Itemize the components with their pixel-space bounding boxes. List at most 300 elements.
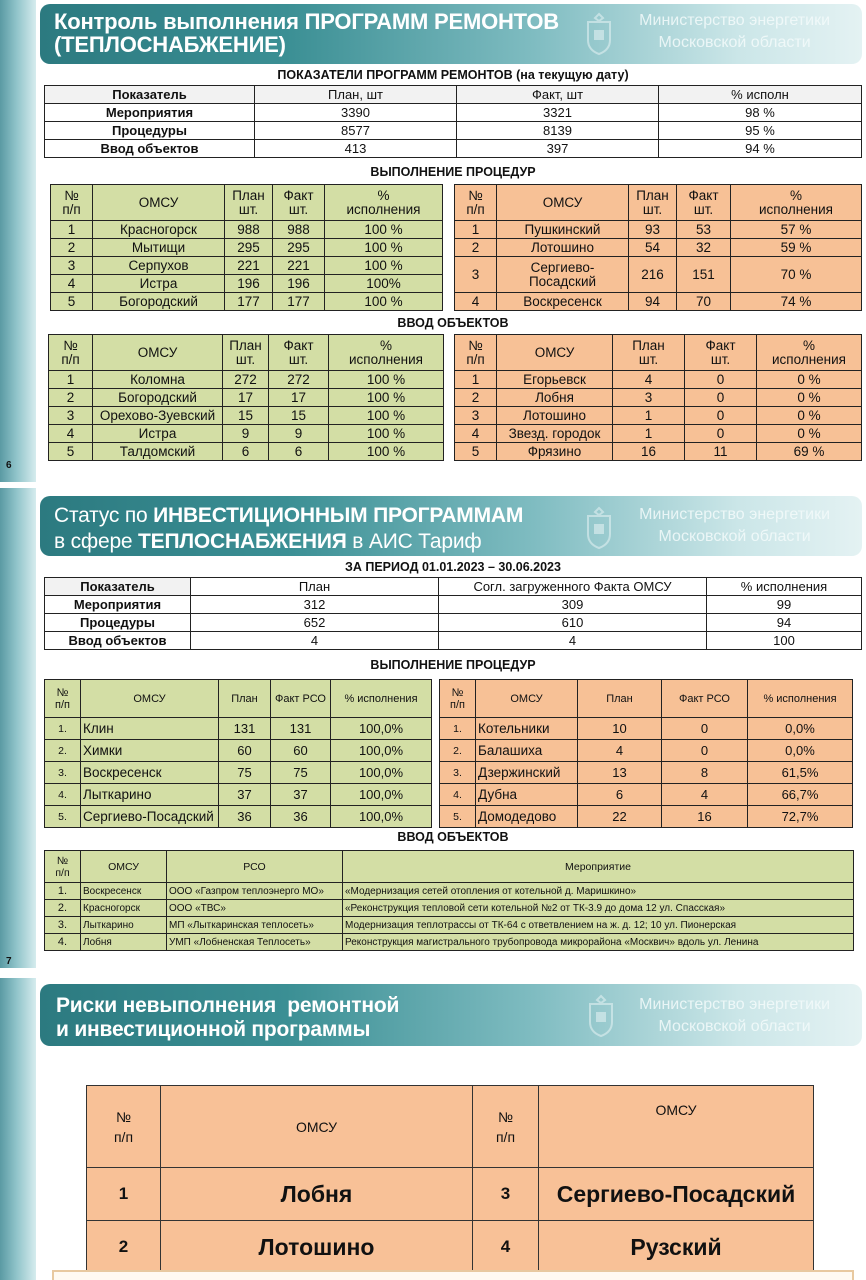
cell: УМП «Лобненская Теплосеть» bbox=[167, 934, 343, 951]
title-line2: и инвестиционной программы bbox=[56, 1018, 371, 1041]
header-cell: % исполнения bbox=[325, 185, 443, 221]
slide-side-bar bbox=[0, 978, 36, 1280]
header-cell: % исполнения bbox=[731, 185, 862, 221]
cell: «Реконструкция тепловой сети котельной №2 от ТК-3.9 до дома 12 ул. Спасская» bbox=[343, 900, 854, 917]
cell: 0 % bbox=[757, 425, 862, 443]
ministry-caption bbox=[639, 504, 830, 548]
cell: 3. bbox=[45, 917, 81, 934]
cell: 72,7% bbox=[748, 806, 853, 828]
cell: Химки bbox=[81, 740, 219, 762]
cell: 100 % bbox=[329, 425, 444, 443]
table-row bbox=[87, 1221, 814, 1274]
cell: Дзержинский bbox=[476, 762, 578, 784]
cell: Ввод объектов bbox=[45, 632, 191, 650]
objects-bottom-table bbox=[454, 334, 862, 461]
table-row bbox=[45, 104, 862, 122]
table-row bbox=[455, 293, 862, 311]
procedures-bottom-table bbox=[454, 184, 862, 311]
cell: 2. bbox=[440, 740, 476, 762]
cell: Лыткарино bbox=[81, 784, 219, 806]
cell: 3 bbox=[613, 389, 685, 407]
ministry-line1: Министерство энергетики bbox=[639, 12, 830, 29]
slide-risks bbox=[0, 978, 866, 1280]
cell: 295 bbox=[225, 239, 273, 257]
slide-header-banner bbox=[40, 496, 862, 556]
cell: 16 bbox=[662, 806, 748, 828]
cell: 2 bbox=[49, 389, 93, 407]
header-cell: Согл. загруженного Факта ОМСУ bbox=[439, 578, 707, 596]
header-cell: № п/п bbox=[49, 335, 93, 371]
table-row bbox=[440, 718, 853, 740]
cell: 221 bbox=[273, 257, 325, 275]
cell: 2 bbox=[455, 389, 497, 407]
cell: 94 bbox=[629, 293, 677, 311]
cell: 2 bbox=[455, 239, 497, 257]
cell: 59 % bbox=[731, 239, 862, 257]
title-bold: ИНВЕСТИЦИОННЫМ ПРОГРАММАМ bbox=[153, 504, 524, 527]
cell: 100 % bbox=[325, 257, 443, 275]
cell: 99 bbox=[707, 596, 862, 614]
cell: 3 bbox=[455, 257, 497, 293]
cell: 95 % bbox=[659, 122, 862, 140]
cell: 98 % bbox=[659, 104, 862, 122]
cell: ООО «Газпром теплоэнерго МО» bbox=[167, 883, 343, 900]
cell: 6 bbox=[269, 443, 329, 461]
cell: 74 % bbox=[731, 293, 862, 311]
table-header-row bbox=[49, 335, 444, 371]
header-cell: Факт РСО bbox=[662, 680, 748, 718]
cell: 17 bbox=[269, 389, 329, 407]
cell: 9 bbox=[269, 425, 329, 443]
cell: 8 bbox=[662, 762, 748, 784]
header-cell: ОМСУ bbox=[476, 680, 578, 718]
header-cell: План bbox=[578, 680, 662, 718]
cell: Богородский bbox=[93, 389, 223, 407]
table-header-row bbox=[455, 335, 862, 371]
cell: 2 bbox=[87, 1221, 161, 1274]
table-row bbox=[51, 275, 443, 293]
title-bold-2: ТЕПЛОСНАБЖЕНИЯ bbox=[138, 530, 347, 553]
cell: 1. bbox=[45, 883, 81, 900]
coat-of-arms-icon bbox=[584, 994, 618, 1038]
header-cell: Показатель bbox=[45, 578, 191, 596]
cell: Лотошино bbox=[497, 239, 629, 257]
header-cell: План bbox=[219, 680, 271, 718]
cell: 3. bbox=[440, 762, 476, 784]
cell: 196 bbox=[273, 275, 325, 293]
cell: 0 bbox=[685, 425, 757, 443]
header-cell: № п/п bbox=[440, 680, 476, 718]
cell: Серпухов bbox=[93, 257, 225, 275]
summary-table bbox=[44, 577, 862, 650]
header-cell: № п/п bbox=[45, 851, 81, 883]
table-row bbox=[45, 718, 432, 740]
cell: 16 bbox=[613, 443, 685, 461]
table-row bbox=[45, 784, 432, 806]
header-cell: % исполнения bbox=[707, 578, 862, 596]
cell: Пушкинский bbox=[497, 221, 629, 239]
cell: 3 bbox=[51, 257, 93, 275]
cell: 309 bbox=[439, 596, 707, 614]
cell: 32 bbox=[677, 239, 731, 257]
title-prefix: Статус по bbox=[54, 504, 154, 527]
cell: 61,5% bbox=[748, 762, 853, 784]
header-cell: ОМСУ bbox=[81, 680, 219, 718]
table-row bbox=[45, 806, 432, 828]
cell: 177 bbox=[225, 293, 273, 311]
cell: 94 % bbox=[659, 140, 862, 158]
cell: 11 bbox=[685, 443, 757, 461]
title-bold: ПРОГРАММ РЕМОНТОВ bbox=[304, 9, 559, 34]
cell: 0,0% bbox=[748, 718, 853, 740]
cell: 37 bbox=[271, 784, 331, 806]
cell: 4 bbox=[51, 275, 93, 293]
table-row bbox=[49, 371, 444, 389]
table-row bbox=[45, 632, 862, 650]
cell: 295 bbox=[273, 239, 325, 257]
cell: 100 % bbox=[329, 407, 444, 425]
cell: 100 bbox=[707, 632, 862, 650]
table-row bbox=[45, 614, 862, 632]
cell: 100,0% bbox=[331, 718, 432, 740]
header-cell: № п/п bbox=[473, 1086, 539, 1168]
cell: Мытищи bbox=[93, 239, 225, 257]
cell: 1 bbox=[51, 221, 93, 239]
header-cell: % исполнения bbox=[329, 335, 444, 371]
cell: Воскресенск bbox=[81, 883, 167, 900]
cell: Котельники bbox=[476, 718, 578, 740]
cell: 1. bbox=[440, 718, 476, 740]
table-row bbox=[49, 407, 444, 425]
cell: Сергиево-Посадский bbox=[81, 806, 219, 828]
table-row bbox=[455, 239, 862, 257]
objects-title: ВВОД ОБЪЕКТОВ bbox=[397, 316, 509, 330]
cell: ООО «ТВС» bbox=[167, 900, 343, 917]
cell: Коломна bbox=[93, 371, 223, 389]
slide-title bbox=[54, 10, 559, 56]
cell: Процедуры bbox=[45, 122, 255, 140]
header-cell: План bbox=[191, 578, 439, 596]
objects-body bbox=[45, 883, 854, 951]
cell: 53 bbox=[677, 221, 731, 239]
coat-of-arms-icon bbox=[582, 12, 616, 56]
cell: 4 bbox=[455, 293, 497, 311]
cell: 100,0% bbox=[331, 740, 432, 762]
cell: Мероприятия bbox=[45, 596, 191, 614]
table-row bbox=[49, 425, 444, 443]
cell: 100 % bbox=[325, 239, 443, 257]
header-cell: Факт шт. bbox=[685, 335, 757, 371]
cell: 0 % bbox=[757, 371, 862, 389]
table-header-row bbox=[45, 86, 862, 104]
cell: 216 bbox=[629, 257, 677, 293]
cell: 2 bbox=[51, 239, 93, 257]
header-cell: Факт шт. bbox=[269, 335, 329, 371]
table-row bbox=[45, 934, 854, 951]
cell: 6 bbox=[578, 784, 662, 806]
cell: 0 bbox=[662, 740, 748, 762]
table-row bbox=[49, 443, 444, 461]
slide-title bbox=[54, 503, 523, 555]
title-line2: (ТЕПЛОСНАБЖЕНИЕ) bbox=[54, 32, 286, 57]
header-cell: Факт шт. bbox=[677, 185, 731, 221]
header-cell: ОМСУ bbox=[539, 1086, 814, 1168]
cell: 272 bbox=[223, 371, 269, 389]
header-cell: № п/п bbox=[51, 185, 93, 221]
cell: 0 bbox=[685, 389, 757, 407]
cell: 312 bbox=[191, 596, 439, 614]
title-prefix-2: в сфере bbox=[54, 530, 139, 553]
summary-title: ПОКАЗАТЕЛИ ПРОГРАММ РЕМОНТОВ (на текущую дату) bbox=[277, 68, 629, 82]
cell: 610 bbox=[439, 614, 707, 632]
cell: Дубна bbox=[476, 784, 578, 806]
cell: 70 % bbox=[731, 257, 862, 293]
cell: 1 bbox=[455, 221, 497, 239]
table-row bbox=[87, 1168, 814, 1221]
slide-side-bar bbox=[0, 488, 36, 968]
cell: 100,0% bbox=[331, 806, 432, 828]
cell: Орехово-Зуевский bbox=[93, 407, 223, 425]
ministry-line1: Министерство энергетики bbox=[639, 996, 830, 1013]
table-row bbox=[45, 900, 854, 917]
cell: 4. bbox=[45, 934, 81, 951]
table-row bbox=[440, 762, 853, 784]
header-cell: План, шт bbox=[255, 86, 457, 104]
coat-of-arms-icon bbox=[582, 506, 616, 550]
objects-table bbox=[44, 850, 854, 951]
cell: 3390 bbox=[255, 104, 457, 122]
table-row bbox=[45, 122, 862, 140]
ministry-caption bbox=[639, 994, 830, 1038]
cell: 37 bbox=[219, 784, 271, 806]
cell: Сергиево-Посадский bbox=[539, 1168, 814, 1221]
table-row bbox=[45, 917, 854, 934]
header-cell: РСО bbox=[167, 851, 343, 883]
procedures-top-body bbox=[51, 221, 443, 311]
cell: 5. bbox=[45, 806, 81, 828]
cell: 54 bbox=[629, 239, 677, 257]
cell: 10 bbox=[578, 718, 662, 740]
cell: Сергиево- Посадский bbox=[497, 257, 629, 293]
cell: 100 % bbox=[329, 443, 444, 461]
cell: 413 bbox=[255, 140, 457, 158]
procedures-bottom-body bbox=[440, 718, 853, 828]
ministry-line2: Московской области bbox=[658, 528, 811, 545]
table-row bbox=[455, 221, 862, 239]
cell: 3. bbox=[45, 762, 81, 784]
cell: 1 bbox=[49, 371, 93, 389]
ministry-line2: Московской области bbox=[658, 34, 811, 51]
table-row bbox=[45, 762, 432, 784]
cell: 988 bbox=[273, 221, 325, 239]
cell: 4 bbox=[455, 425, 497, 443]
ministry-line2: Московской области bbox=[658, 1018, 811, 1035]
table-row bbox=[51, 239, 443, 257]
table-row bbox=[51, 257, 443, 275]
cell: МП «Лыткаринская теплосеть» bbox=[167, 917, 343, 934]
cell: 151 bbox=[677, 257, 731, 293]
cell: 196 bbox=[225, 275, 273, 293]
period-title: ЗА ПЕРИОД 01.01.2023 – 30.06.2023 bbox=[345, 560, 561, 574]
cell: 8577 bbox=[255, 122, 457, 140]
cell: 60 bbox=[219, 740, 271, 762]
cell: Истра bbox=[93, 275, 225, 293]
cell: 1 bbox=[87, 1168, 161, 1221]
cell: 652 bbox=[191, 614, 439, 632]
cell: 4 bbox=[662, 784, 748, 806]
cell: 100 % bbox=[325, 293, 443, 311]
cell: 1 bbox=[613, 425, 685, 443]
table-row bbox=[455, 389, 862, 407]
table-row bbox=[49, 389, 444, 407]
cell: 4 bbox=[473, 1221, 539, 1274]
slide-side-bar bbox=[0, 0, 36, 482]
slide-header-banner bbox=[40, 4, 862, 64]
objects-top-body bbox=[49, 371, 444, 461]
slide-title bbox=[56, 994, 399, 1042]
cell: 1 bbox=[613, 407, 685, 425]
cell: 131 bbox=[219, 718, 271, 740]
cell: 36 bbox=[271, 806, 331, 828]
cell: Богородский bbox=[93, 293, 225, 311]
table-row bbox=[455, 443, 862, 461]
header-cell: Показатель bbox=[45, 86, 255, 104]
cell: 3321 bbox=[457, 104, 659, 122]
table-row bbox=[440, 784, 853, 806]
table-row bbox=[51, 293, 443, 311]
cell: Лобня bbox=[161, 1168, 473, 1221]
header-cell: План шт. bbox=[223, 335, 269, 371]
header-cell: ОМСУ bbox=[93, 185, 225, 221]
table-row bbox=[440, 806, 853, 828]
cell: 0 % bbox=[757, 389, 862, 407]
cell: 5 bbox=[51, 293, 93, 311]
title-prefix: Контроль выполнения bbox=[54, 9, 305, 34]
cell: Лотошино bbox=[497, 407, 613, 425]
table-header-row bbox=[455, 185, 862, 221]
cell: Мероприятия bbox=[45, 104, 255, 122]
header-cell: № п/п bbox=[455, 335, 497, 371]
cell: 100% bbox=[325, 275, 443, 293]
procedures-bottom-body bbox=[455, 221, 862, 311]
cell: 100 % bbox=[329, 389, 444, 407]
header-cell: ОМСУ bbox=[497, 335, 613, 371]
cell: Ввод объектов bbox=[45, 140, 255, 158]
cell: Звезд. городок bbox=[497, 425, 613, 443]
header-cell: ОМСУ bbox=[497, 185, 629, 221]
procedures-title: ВЫПОЛНЕНИЕ ПРОЦЕДУР bbox=[370, 165, 536, 179]
table-row bbox=[45, 140, 862, 158]
cell: 4 bbox=[49, 425, 93, 443]
cell: Балашиха bbox=[476, 740, 578, 762]
cell: Домодедово bbox=[476, 806, 578, 828]
cell: 15 bbox=[223, 407, 269, 425]
cell: 221 bbox=[225, 257, 273, 275]
procedures-title: ВЫПОЛНЕНИЕ ПРОЦЕДУР bbox=[370, 658, 536, 672]
cell: 1. bbox=[45, 718, 81, 740]
cell: «Модернизация сетей отопления от котельной д. Маришкино» bbox=[343, 883, 854, 900]
cell: Истра bbox=[93, 425, 223, 443]
cell: 3 bbox=[473, 1168, 539, 1221]
header-cell: ОМСУ bbox=[161, 1086, 473, 1168]
page-number: 7 bbox=[6, 956, 12, 967]
summary-table bbox=[44, 85, 862, 158]
page-number: 6 bbox=[6, 460, 12, 471]
cell: 9 bbox=[223, 425, 269, 443]
cell: Реконструкция магистрального трубопровода микрорайона «Москвич» вдоль ул. Ленина bbox=[343, 934, 854, 951]
title-suffix: в АИС Тариф bbox=[346, 530, 482, 553]
table-row bbox=[455, 257, 862, 293]
objects-top-table bbox=[48, 334, 444, 461]
cell: 100,0% bbox=[331, 784, 432, 806]
ministry-line1: Министерство энергетики bbox=[639, 506, 830, 523]
cell: 0 bbox=[685, 371, 757, 389]
cell: 13 bbox=[578, 762, 662, 784]
cell: 94 bbox=[707, 614, 862, 632]
header-cell: № п/п bbox=[87, 1086, 161, 1168]
cell: Рузский bbox=[539, 1221, 814, 1274]
cell: 17 bbox=[223, 389, 269, 407]
cell: Лотошино bbox=[161, 1221, 473, 1274]
cell: Красногорск bbox=[81, 900, 167, 917]
title-line1: Риски невыполнения ремонтной bbox=[56, 994, 400, 1017]
table-row bbox=[45, 596, 862, 614]
table-row bbox=[45, 883, 854, 900]
cell: 4. bbox=[440, 784, 476, 806]
cell: Модернизация теплотрассы от ТК-64 с ответвлением на ж. д. 12; 10 ул. Пионерская bbox=[343, 917, 854, 934]
table-row bbox=[45, 740, 432, 762]
procedures-bottom-table bbox=[439, 679, 853, 828]
cell: 5. bbox=[440, 806, 476, 828]
cell: 988 bbox=[225, 221, 273, 239]
risk-table bbox=[86, 1085, 814, 1274]
table-header-row bbox=[45, 680, 432, 718]
cell: 4 bbox=[439, 632, 707, 650]
header-cell: % исполнения bbox=[331, 680, 432, 718]
cell: 4. bbox=[45, 784, 81, 806]
table-header-row bbox=[45, 578, 862, 596]
cell: 272 bbox=[269, 371, 329, 389]
cell: 100 % bbox=[329, 371, 444, 389]
procedures-top-body bbox=[45, 718, 432, 828]
header-cell: % исполн bbox=[659, 86, 862, 104]
cell: 177 bbox=[273, 293, 325, 311]
cell: 4 bbox=[578, 740, 662, 762]
header-cell: Факт шт. bbox=[273, 185, 325, 221]
cell: 397 bbox=[457, 140, 659, 158]
cell: Клин bbox=[81, 718, 219, 740]
header-cell: № п/п bbox=[455, 185, 497, 221]
cell: 8139 bbox=[457, 122, 659, 140]
cell: 3 bbox=[455, 407, 497, 425]
cell: 0 bbox=[662, 718, 748, 740]
cell: 75 bbox=[219, 762, 271, 784]
cell: 70 bbox=[677, 293, 731, 311]
slide-investment-programs bbox=[0, 488, 866, 968]
cell: 2. bbox=[45, 900, 81, 917]
cell: 5 bbox=[455, 443, 497, 461]
cell: 131 bbox=[271, 718, 331, 740]
header-cell: План шт. bbox=[613, 335, 685, 371]
cell: 75 bbox=[271, 762, 331, 784]
objects-bottom-body bbox=[455, 371, 862, 461]
header-cell: План шт. bbox=[629, 185, 677, 221]
table-row bbox=[51, 221, 443, 239]
cell: 2. bbox=[45, 740, 81, 762]
header-cell: Мероприятие bbox=[343, 851, 854, 883]
table-row bbox=[455, 371, 862, 389]
cell: 15 bbox=[269, 407, 329, 425]
